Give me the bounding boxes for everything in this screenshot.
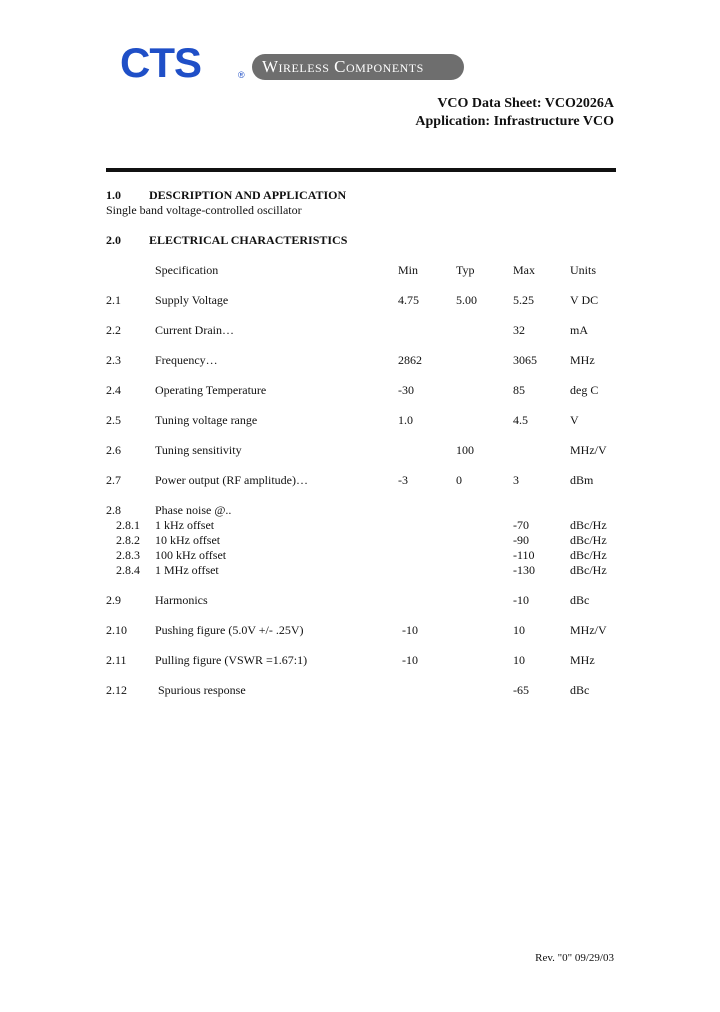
cell-min: -30 (398, 383, 414, 397)
cell-max: -110 (513, 548, 535, 562)
cell-spec: 1 kHz offset (155, 518, 215, 532)
cell-min: 2862 (398, 353, 422, 367)
cell-max: -90 (513, 533, 529, 547)
section1-heading: DESCRIPTION AND APPLICATION (149, 188, 347, 202)
cell-num: 2.8.4 (116, 563, 140, 577)
cell-units: MHz (570, 653, 595, 667)
cell-units: V DC (570, 293, 599, 307)
cell-num: 2.9 (106, 593, 121, 607)
cell-units: dBc/Hz (570, 533, 607, 547)
cell-spec: Current Drain… (155, 323, 234, 337)
logo-tagline: Wireless Components (262, 57, 424, 76)
cell-max: -70 (513, 518, 529, 532)
cell-spec: Tuning sensitivity (155, 443, 242, 457)
cell-num: 2.7 (106, 473, 121, 487)
section2-heading: ELECTRICAL CHARACTERISTICS (149, 233, 348, 247)
cell-num: 2.3 (106, 353, 121, 367)
col-header-spec: Specification (155, 263, 219, 277)
cell-spec: Pushing figure (5.0V +/- .25V) (155, 623, 304, 637)
cell-min: -10 (402, 653, 418, 667)
cell-spec: Power output (RF amplitude)… (155, 473, 308, 487)
cell-typ: 0 (456, 473, 462, 487)
cell-num: 2.12 (106, 683, 127, 697)
cell-num: 2.8 (106, 503, 121, 517)
cell-num: 2.1 (106, 293, 121, 307)
cell-units: dBc/Hz (570, 563, 607, 577)
col-header-units: Units (570, 263, 597, 277)
cell-max: 5.25 (513, 293, 534, 307)
datasheet-title: VCO Data Sheet: VCO2026A (437, 96, 614, 111)
cell-spec: Phase noise @.. (155, 503, 232, 517)
cell-num: 2.11 (106, 653, 127, 667)
cell-max: 85 (513, 383, 525, 397)
application-title: Application: Infrastructure VCO (415, 114, 614, 129)
cell-spec: Pulling figure (VSWR =1.67:1) (155, 653, 308, 667)
cell-num: 2.4 (106, 383, 121, 397)
cell-num: 2.8.2 (116, 533, 140, 547)
cell-units: mA (570, 323, 588, 337)
cell-units: dBc (570, 593, 590, 607)
cell-units: dBc/Hz (570, 518, 607, 532)
cell-spec: Harmonics (155, 593, 208, 607)
cell-min: 4.75 (398, 293, 419, 307)
cell-num: 2.8.1 (116, 518, 140, 532)
cell-units: MHz (570, 353, 595, 367)
section1-number: 1.0 (106, 188, 121, 202)
section1-text: Single band voltage-controlled oscillator (106, 203, 302, 217)
cell-max: 3 (513, 473, 519, 487)
cell-min: -10 (402, 623, 418, 637)
cell-spec: Spurious response (158, 683, 246, 697)
cell-units: MHz/V (570, 623, 607, 637)
cell-max: 10 (513, 623, 525, 637)
cell-units: dBm (570, 473, 594, 487)
header-divider (106, 168, 616, 172)
cell-min: -3 (398, 473, 408, 487)
col-header-typ: Typ (456, 263, 475, 277)
cell-spec: Tuning voltage range (155, 413, 258, 427)
cell-units: V (570, 413, 579, 427)
cell-max: 10 (513, 653, 525, 667)
cell-max: -130 (513, 563, 535, 577)
cell-max: -10 (513, 593, 529, 607)
cell-units: dBc/Hz (570, 548, 607, 562)
cell-num: 2.10 (106, 623, 127, 637)
cell-max: 4.5 (513, 413, 528, 427)
cell-max: -65 (513, 683, 529, 697)
cell-spec: Supply Voltage (155, 293, 229, 307)
registered-mark: ® (238, 70, 245, 80)
col-header-max: Max (513, 263, 535, 277)
cell-num: 2.6 (106, 443, 121, 457)
cell-units: dBc (570, 683, 590, 697)
cell-max: 32 (513, 323, 525, 337)
cell-spec: Frequency… (155, 353, 218, 367)
cell-max: 3065 (513, 353, 537, 367)
cell-min: 1.0 (398, 413, 413, 427)
section2-number: 2.0 (106, 233, 121, 247)
cell-typ: 5.00 (456, 293, 477, 307)
revision-footer: Rev. "0" 09/29/03 (535, 952, 614, 964)
cell-num: 2.8.3 (116, 548, 140, 562)
cell-spec: 100 kHz offset (155, 548, 227, 562)
cell-units: deg C (570, 383, 599, 397)
cell-spec: Operating Temperature (155, 383, 267, 397)
cell-typ: 100 (456, 443, 474, 457)
cts-logo: CTS (120, 39, 201, 86)
cell-units: MHz/V (570, 443, 607, 457)
col-header-min: Min (398, 263, 419, 277)
cell-num: 2.5 (106, 413, 121, 427)
cell-spec: 1 MHz offset (155, 563, 219, 577)
cell-num: 2.2 (106, 323, 121, 337)
cell-spec: 10 kHz offset (155, 533, 221, 547)
